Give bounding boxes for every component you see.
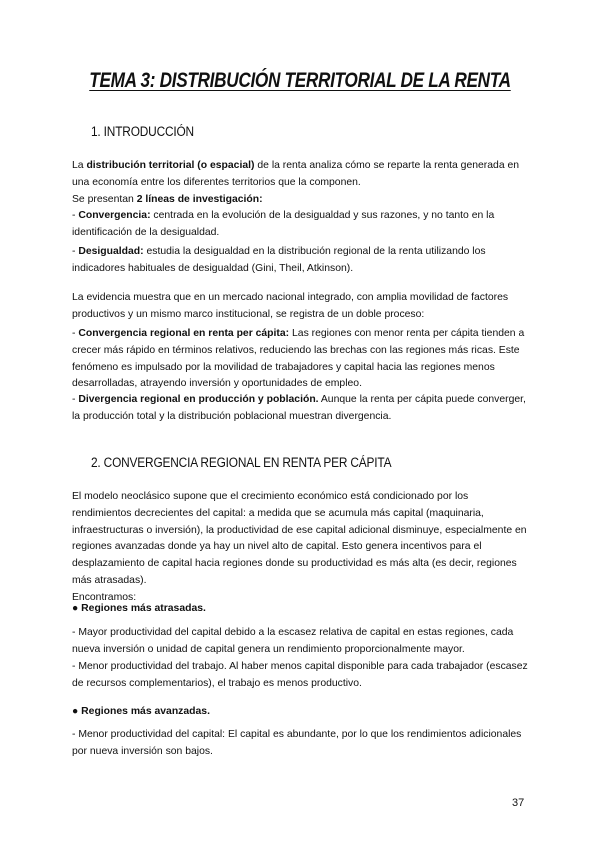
- bullet-desigualdad: - Desigualdad: estudia la desigualdad en la distribución regional de la renta utilizando los indicadores habituales de desigualdad (Gini, Theil, Atkinson).: [72, 246, 486, 274]
- subheading-regiones-atrasadas: ● Regiones más atrasadas.: [72, 603, 206, 614]
- neoclassic-paragraph: El modelo neoclásico supone que el crecimiento económico está condicionado por los rendimientos decrecientes del capital: a medida que se acumula más capital (maquinaria, infraestructuras o inversión), la productividad de ese capital adicional disminuye, especialmente en regiones avanzadas donde ya hay un nivel alto de capital. Esto genera incentivos para el desplazamiento de capital hacia regiones donde su productividad es más alta (es decir, regiones más atrasadas). Encontramos:: [72, 491, 527, 603]
- section-heading-introduccion: 1. INTRODUCCIÓN: [91, 124, 194, 139]
- page-number: 37: [512, 797, 525, 809]
- bullet-convergencia: - Convergencia: centrada en la evolución de la desigualdad y sus razones, y no tanto en la identificación de la desigualdad.: [72, 210, 495, 238]
- bullet-menor-productividad-capital: - Menor productividad del capital: El capital es abundante, por lo que los rendimientos adicionales por nueva inversión son bajos.: [72, 729, 522, 757]
- evidence-paragraph: La evidencia muestra que en un mercado nacional integrado, con amplia movilidad de factores productivos y un mismo marco institucional, se registra de un doble proceso:: [72, 292, 509, 320]
- bullet-convergencia-regional: - Convergencia regional en renta per cápita: Las regiones con menor renta per cápita tienden a crecer más rápido en términos relativos, reduciendo las brechas con las regiones más ricas. Este fenómeno es impulsado por la movilidad de trabajadores y capital hacia las regiones menos desarrolladas, atrayendo inversión y oportunidades de empleo.: [72, 328, 525, 390]
- bullet-menor-productividad-trabajo: - Menor productividad del trabajo. Al haber menos capital disponible para cada trabajador (escasez de recursos complementarios), el trabajo es menos productivo.: [72, 661, 528, 689]
- section-heading-convergencia: 2. CONVERGENCIA REGIONAL EN RENTA PER CÁPITA: [91, 455, 392, 470]
- subheading-regiones-avanzadas: ● Regiones más avanzadas.: [72, 706, 210, 717]
- bullet-divergencia-regional: - Divergencia regional en producción y población. Aunque la renta per cápita puede converger, la producción total y la distribución poblacional muestran divergencia.: [72, 394, 526, 422]
- bullet-mayor-productividad-capital: - Mayor productividad del capital debido a la escasez relativa de capital en estas regiones, cada nueva inversión o unidad de capital genera un rendimiento proporcionalmente mayor.: [72, 627, 514, 655]
- intro-paragraph: La distribución territorial (o espacial) de la renta analiza cómo se reparte la renta generada en una economía entre los diferentes territorios que la componen. Se presentan 2 líneas de investigación:: [72, 160, 520, 205]
- page-title: TEMA 3: DISTRIBUCIÓN TERRITORIAL DE LA RENTA: [89, 69, 511, 92]
